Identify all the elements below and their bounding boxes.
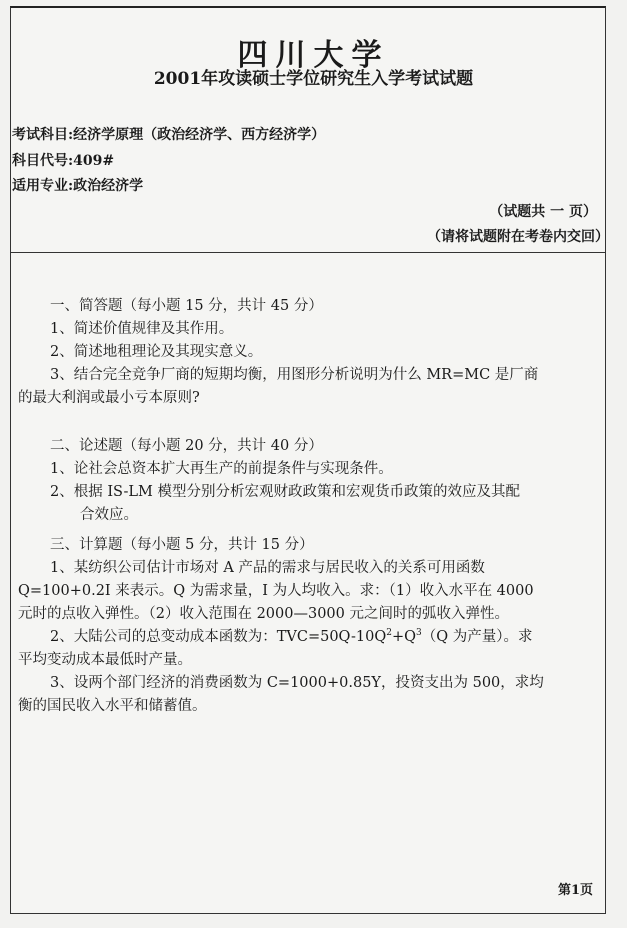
exponent: 3 <box>416 628 422 639</box>
code-value: 409# <box>73 153 115 169</box>
question: 1、论社会总资本扩大再生产的前提条件与实现条件。 <box>50 461 393 477</box>
question: 3、设两个部门经济的消费函数为 C=1000+0.85Y，投资支出为 500，求均 <box>50 675 544 691</box>
return-note: （请将试题附在考卷内交回） <box>427 229 609 245</box>
question: 1、简述价值规律及其作用。 <box>50 321 234 337</box>
subject-value: 经济学原理（政治经济学、西方经济学） <box>73 127 326 143</box>
formula-text: 2、大陆公司的总变动成本函数为：TVC=50Q-10Q <box>50 629 387 645</box>
question-continued: 合效应。 <box>80 507 138 523</box>
subject-row <box>12 124 325 144</box>
question-continued: 平均变动成本最低时产量。 <box>18 652 192 668</box>
page-number: 第1页 <box>558 883 594 898</box>
major-value: 政治经济学 <box>73 178 144 194</box>
formula-text: +Q <box>391 629 416 645</box>
question-continued: 衡的国民收入水平和储蓄值。 <box>18 698 207 714</box>
section-2-title: 二、论述题（每小题 20 分，共计 40 分） <box>50 438 323 454</box>
major-row <box>12 175 143 195</box>
formula-text: （Q 为产量）。求 <box>421 629 533 645</box>
question: 2、简述地租理论及其现实意义。 <box>50 344 263 360</box>
university-logo: 四川大学 <box>237 38 390 73</box>
section-1-title: 一、简答题（每小题 15 分，共计 45 分） <box>50 298 323 314</box>
exponent: 2 <box>386 628 392 639</box>
header-divider <box>10 252 606 253</box>
question-continued: Q=100+0.2I 来表示。Q 为需求量，I 为人均收入。求：（1）收入水平在 4000 <box>18 583 534 599</box>
exam-title: 2001年攻读硕士学位研究生入学考试试题 <box>153 69 474 89</box>
code-label: 科目代号: <box>12 153 74 169</box>
question: 2、根据 IS-LM 模型分别分析宏观财政政策和宏观货币政策的效应及其配 <box>50 484 521 500</box>
code-row <box>12 150 114 170</box>
section-3-title: 三、计算题（每小题 5 分，共计 15 分） <box>50 537 314 553</box>
question-continued: 的最大利润或最小亏本原则? <box>18 390 200 406</box>
question-continued: 元时的点收入弹性。（2）收入范围在 2000—3000 元之间时的弧收入弹性。 <box>18 606 509 622</box>
subject-label: 考试科目: <box>12 127 74 143</box>
question <box>50 625 532 646</box>
question: 3、结合完全竞争厂商的短期均衡，用图形分析说明为什么 MR=MC 是厂商 <box>50 367 539 383</box>
pages-note: （试题共 一 页） <box>489 204 597 220</box>
major-label: 适用专业: <box>12 178 74 194</box>
question: 1、某纺织公司估计市场对 A 产品的需求与居民收入的关系可用函数 <box>50 560 485 576</box>
